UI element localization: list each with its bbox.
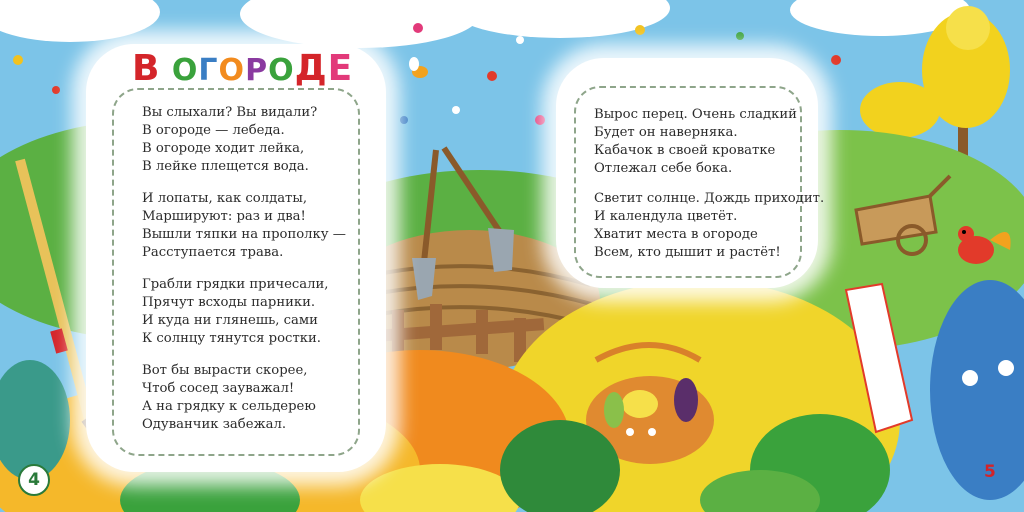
stanza-left-4 [142,362,316,434]
title-letter: В [132,48,161,89]
poem-line: В лейке плещется вода. [142,159,309,174]
title-letter: Д [294,48,328,89]
poem-line: Вышли тяпки на прополку — [142,227,346,242]
poem-line: Кабачок в своей кроватке [594,143,776,158]
title-letter: Г [198,53,219,88]
poem-line: Прячут всходы парники. [142,295,316,310]
poem-line: И лопаты, как солдаты, [142,191,308,206]
poem-line: Маршируют: раз и два! [142,209,306,224]
poem-line: Вырос перец. Очень сладкий [594,107,797,122]
poem-line: Чтоб сосед зауважал! [142,381,295,396]
poem-line: Отлежал себе бока. [594,161,733,176]
poem-line: И куда ни глянешь, сами [142,313,318,328]
stanza-left-2 [142,190,346,262]
poem-line: Вот бы вырасти скорее, [142,363,308,378]
poem-line: В огороде — лебеда. [142,123,285,138]
title-letter: О [171,53,199,88]
poem-line: В огороде ходит лейка, [142,141,305,156]
page-title [132,48,353,89]
stanza-right-1 [594,106,797,178]
title-letter: Е [327,48,354,89]
title-letter [160,53,171,88]
poem-line: Будет он наверняка. [594,125,738,140]
poem-line: А на грядку к сельдерею [142,399,316,414]
poem-line: И календула цветёт. [594,209,738,224]
title-letter: О [268,53,295,88]
page-number-right: 5 [984,462,996,482]
stanza-left-3 [142,276,329,348]
poem-line: Вы слыхали? Вы видали? [142,105,318,120]
poem-line: Всем, кто дышит и растёт! [594,245,781,260]
poem-line: К солнцу тянутся ростки. [142,331,321,346]
title-letter: О [218,53,246,88]
stanza-left-1 [142,104,317,176]
poem-line: Светит солнце. Дождь приходит. [594,191,825,206]
poem-line: Одуванчик забежал. [142,417,287,432]
title-letter: Р [245,53,269,88]
poem-line: Грабли грядки причесали, [142,277,329,292]
poem-line: Хватит места в огороде [594,227,758,242]
page-number-left: 4 [18,464,50,496]
poem-line: Расступается трава. [142,245,284,260]
stanza-right-2 [594,190,824,262]
